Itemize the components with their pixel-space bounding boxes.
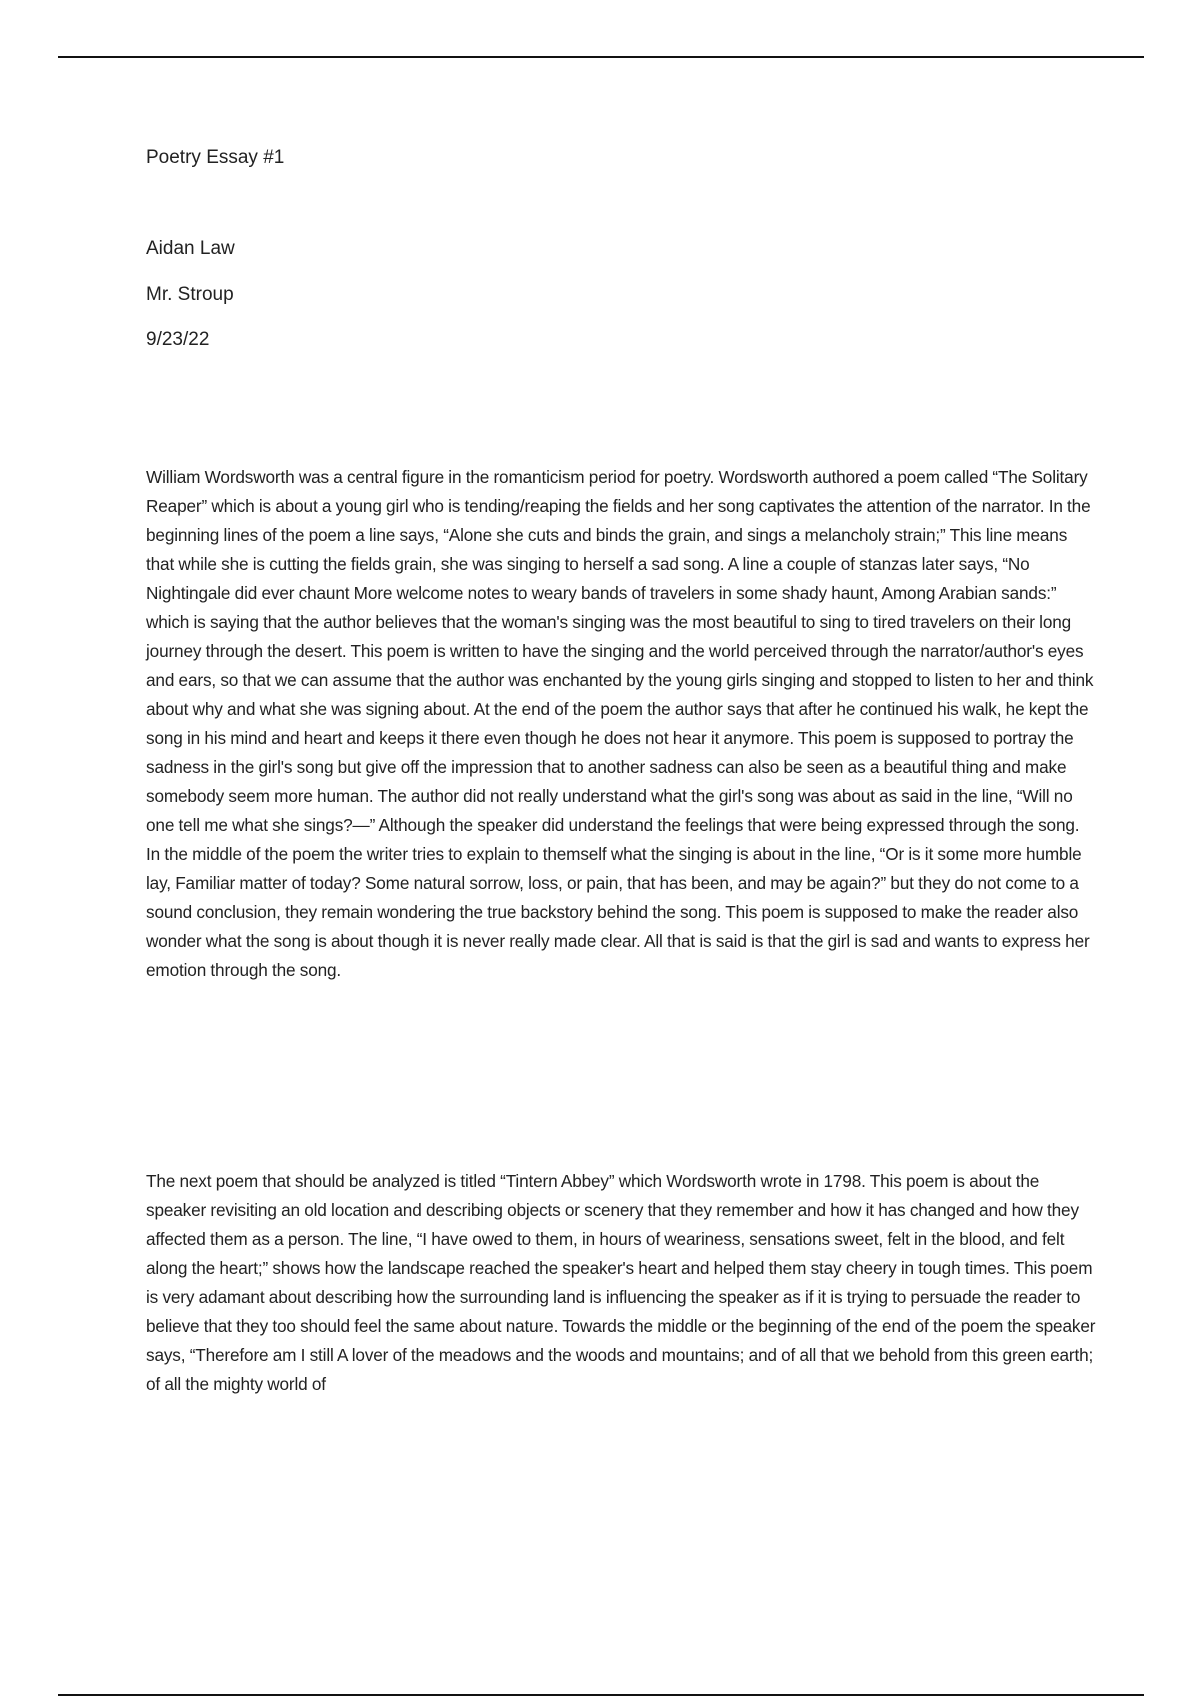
essay-date: 9/23/22 [146,329,210,350]
page-top-rule [58,56,1144,58]
teacher-name: Mr. Stroup [146,284,234,305]
body-paragraph-1: William Wordsworth was a central figure in the romanticism period for poetry. Wordsworth authored a poem called “The Solitary Reaper” which is about a young girl who is tending/reaping the fields and her song captivates the attention of the narrator. In the beginning lines of the poem a line says, “Alone she cuts and binds the grain, and sings a melancholy strain;” This line means that while she is cutting the fields grain, she was singing to herself a sad song. A line a couple of stanzas later says, “No Nightingale did ever chaunt More welcome notes to weary bands of travelers in some shady haunt, Among Arabian sands:” which is saying that the author believes that the woman's singing was the most beautiful to sing to tired travelers on their long journey through the desert. This poem is written to have the singing and the world perceived through the narrator/author's eyes and ears, so that we can assume that the author was enchanted by the young girls singing and stopped to listen to her and think about why and what she was signing about. At the end of the poem the author says that after he continued his walk, he kept the song in his mind and heart and keeps it there even though he does not hear it anymore. This poem is supposed to portray the sadness in the girl's song but give off the impression that to another sadness can also be seen as a beautiful thing and make somebody seem more human. The author did not really understand what the girl's song was about as said in the line, “Will no one tell me what she sings?—” Although the speaker did understand the feelings that were being expressed through the song. In the middle of the poem the writer tries to explain to themself what the singing is about in the line, “Or is it some more humble lay, Familiar matter of today? Some natural sorrow, loss, or pain, that has been, and may be again?” but they do not come to a sound conclusion, they remain wondering the true backstory behind the song. This poem is supposed to make the reader also wonder what the song is about though it is never really made clear. All that is said is that the girl is sad and wants to express her emotion through the song. [146,467,1094,980]
author-name: Aidan Law [146,238,235,259]
page-bottom-rule [58,1694,1144,1696]
essay-title: Poetry Essay #1 [146,147,285,168]
body-paragraph-2: The next poem that should be analyzed is titled “Tintern Abbey” which Wordsworth wrote in 1798. This poem is about the speaker revisiting an old location and describing objects or scenery that they remember and how it has changed and how they affected them as a person. The line, “I have owed to them, in hours of weariness, sensations sweet, felt in the blood, and felt along the heart;” shows how the landscape reached the speaker's heart and helped them stay cheery in tough times. This poem is very adamant about describing how the surrounding land is influencing the speaker as if it is trying to persuade the reader to believe that they too should feel the same about nature. Towards the middle or the beginning of the end of the poem the speaker says, “Therefore am I still A lover of the meadows and the woods and mountains; and of all that we behold from this green earth; of all the mighty world of [146,1171,1096,1394]
